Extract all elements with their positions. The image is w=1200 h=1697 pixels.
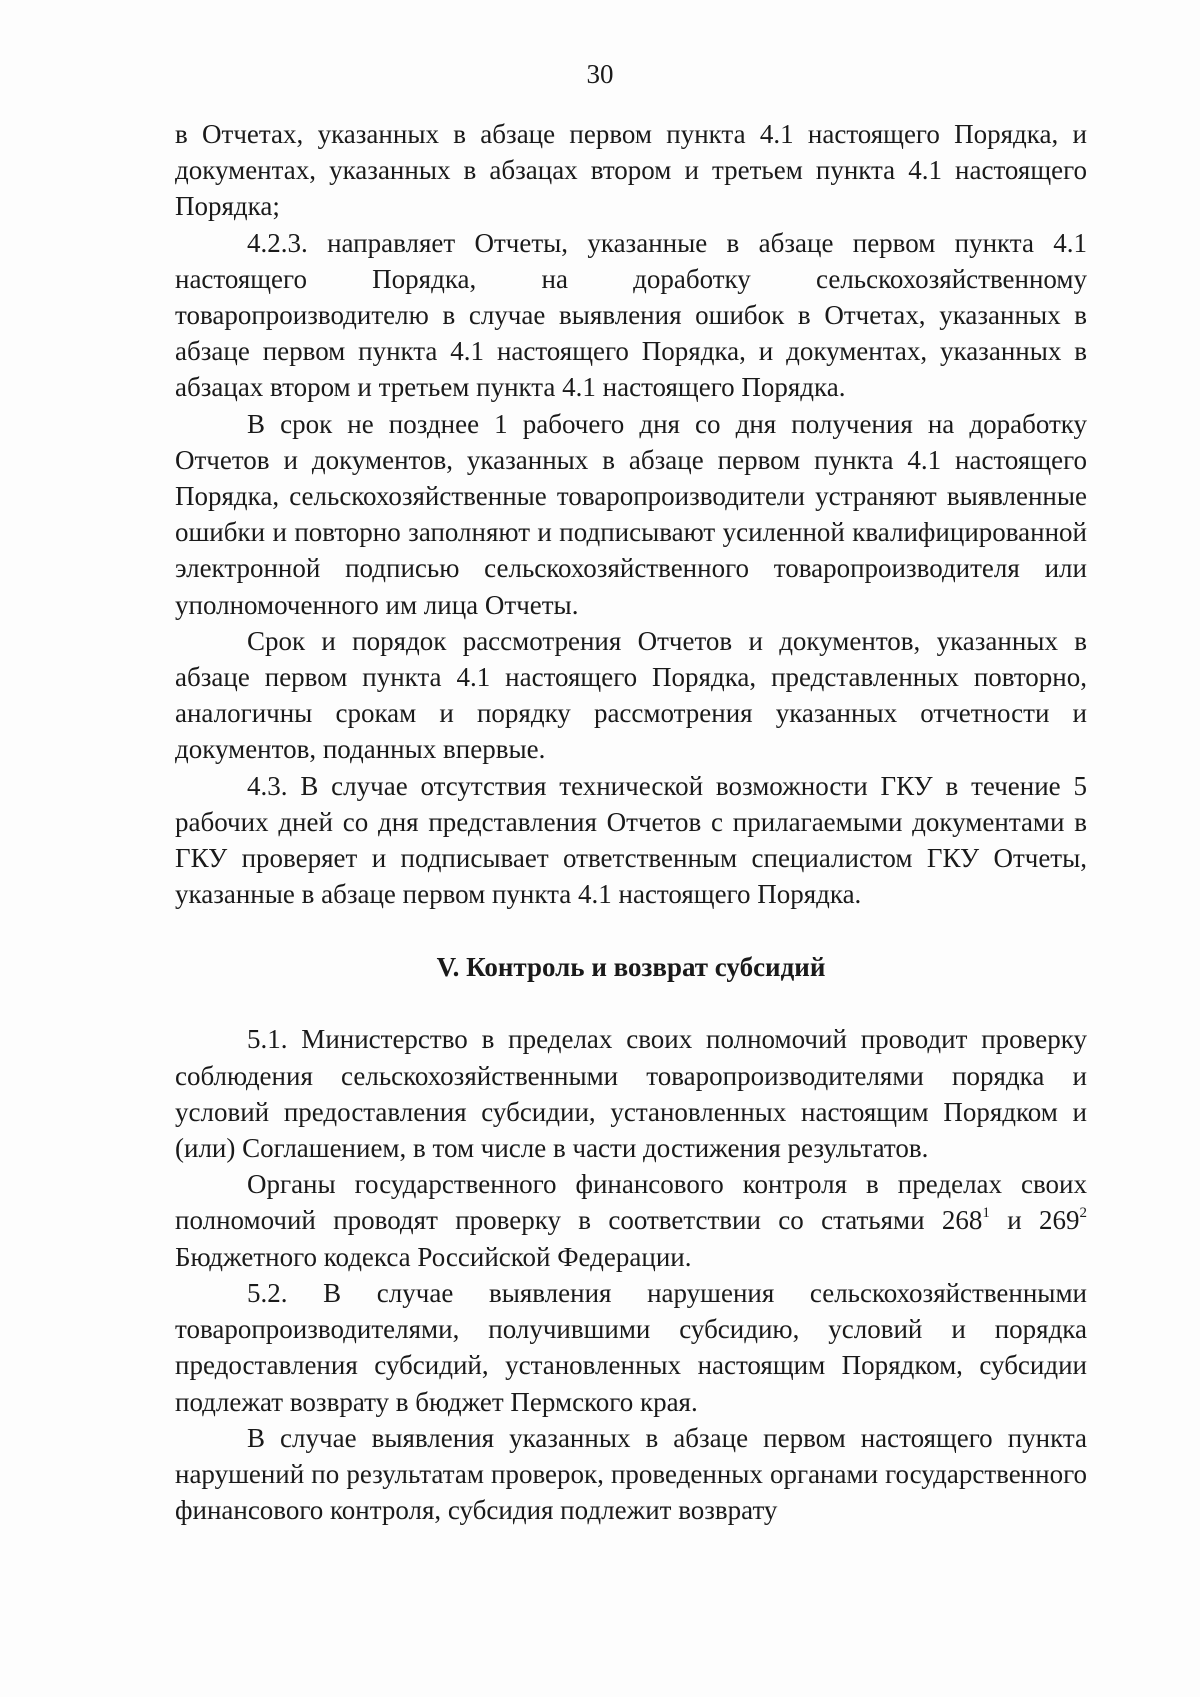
paragraph-4-3: 4.3. В случае отсутствия технической возможности ГКУ в течение 5 рабочих дней со дня представления Отчетов с прилагаемыми документами в ГКУ проверяет и подписывает ответственным специалистом ГКУ Отчеты, указанные в абзаце первом пункта 4.1 настоящего Порядка. [175,770,1087,910]
paragraph-4-2-3: 4.2.3. направляет Отчеты, указанные в абзаце первом пункта 4.1 настоящего Порядка, на доработку сельскохозяйственному товаропроизводителю в случае выявления ошибок в Отчетах, указанных в абзаце первом пункта 4.1 настоящего Порядка, и документах, указанных в абзацах втором и третьем пункта 4.1 настоящего Порядка. [175,227,1087,403]
control-text-middle: и 269 [989,1205,1080,1236]
paragraph-continuation: в Отчетах, указанных в абзаце первом пункта 4.1 настоящего Порядка, и документах, указанных в абзацах втором и третьем пункта 4.1 настоящего Порядка; [175,119,1087,222]
paragraph-review-terms: Срок и порядок рассмотрения Отчетов и документов, указанных в абзаце первом пункта 4.1 настоящего Порядка, представленных повторно, аналогичны срокам и порядку рассмотрения указанных отчетности и документов, поданных впервые. [175,625,1087,765]
superscript-2: 2 [1079,1205,1087,1222]
section-title: V. Контроль и возврат субсидий [436,952,826,983]
paragraph-5-2: 5.2. В случае выявления нарушения сельскохозяйственными товаропроизводителями, получившими субсидию, условий и порядка предоставления субсидий, установленных настоящим Порядком, субсидии подлежат возврату в бюджет Пермского края. [175,1277,1087,1417]
control-text-after: Бюджетного кодекса Российской Федерации. [175,1241,692,1272]
paragraph-deadline-fix: В срок не позднее 1 рабочего дня со дня получения на доработку Отчетов и документов, указанных в абзаце первом пункта 4.1 настоящего Порядка, сельскохозяйственные товаропроизводители устраняют выявленные ошибки и повторно заполняют и подписывают усиленной квалифицированной электронной подписью сельскохозяйственного товаропроизводителя или уполномоченного им лица Отчеты. [175,408,1087,620]
paragraph-5-1: 5.1. Министерство в пределах своих полномочий проводит проверку соблюдения сельскохозяйственными товаропроизводителями порядка и условий предоставления субсидии, установленных настоящим Порядком и (или) Соглашением, в том числе в части достижения результатов. [175,1024,1087,1164]
control-text-before: Органы государственного финансового контроля в пределах своих полномочий проводят проверку в соответствии со статьями 268 [175,1169,1087,1236]
superscript-1: 1 [982,1205,990,1222]
paragraph-financial-control [175,1166,1087,1275]
page-number: 30 [586,59,614,89]
document-body [175,116,1087,1528]
paragraph-violations: В случае выявления указанных в абзаце первом настоящего пункта нарушений по результатам проверок, проведенных органами государственного финансового контроля, субсидия подлежит возврату [175,1422,1087,1526]
